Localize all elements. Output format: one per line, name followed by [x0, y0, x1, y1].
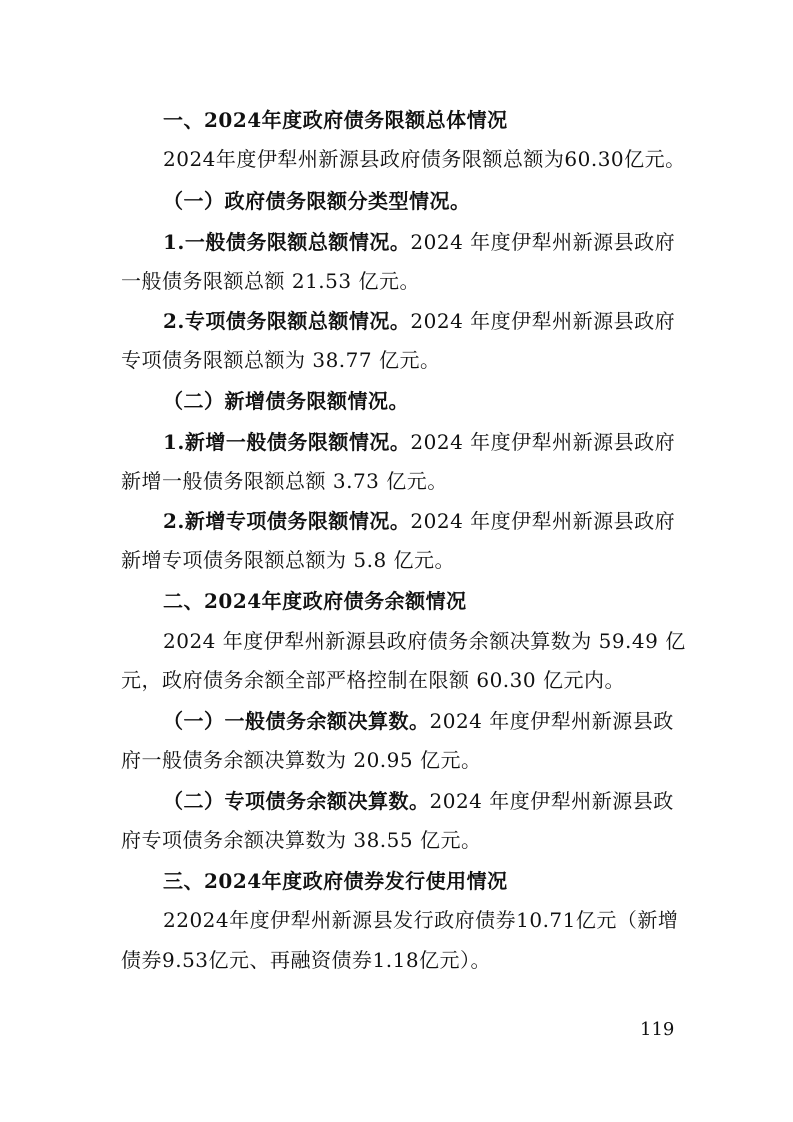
paragraph-line — [163, 507, 675, 535]
body-text: 2024 年度伊犁州新源县政府债务余额决算数为 59.49 亿 — [163, 629, 686, 653]
section-heading-3 — [163, 867, 508, 895]
heading-text: （一）政府债务限额分类型情况。 — [163, 189, 471, 213]
heading-text: 一、2024年度政府债务限额总体情况 — [163, 108, 508, 132]
body-text: 2024 年度伊犁州新源县政府 — [410, 509, 676, 533]
paragraph-line — [163, 787, 674, 815]
paragraph-line — [121, 666, 625, 694]
body-text: 2024 年度伊犁州新源县政 — [429, 789, 674, 813]
section-heading-2 — [163, 587, 467, 615]
paragraph-line — [163, 906, 678, 934]
body-text: 新增专项债务限额总额为 5.8 亿元。 — [121, 548, 456, 572]
paragraph-line — [121, 267, 420, 295]
body-text: 2024年度伊犁州新源县政府债务限额总额为60.30亿元。 — [163, 147, 686, 171]
paragraph-line — [163, 627, 686, 655]
body-text: 府一般债务余额决算数为 20.95 亿元。 — [121, 748, 482, 772]
page-number: 119 — [640, 1019, 675, 1040]
paragraph-line — [121, 946, 491, 974]
lead-text: （二）专项债务余额决算数。 — [163, 789, 430, 813]
section-heading-1 — [163, 106, 508, 134]
body-text: 一般债务限额总额 21.53 亿元。 — [121, 269, 420, 293]
heading-text: 二、2024年度政府债务余额情况 — [163, 589, 467, 613]
paragraph-line — [121, 746, 481, 774]
paragraph-line — [163, 307, 675, 335]
subsection-heading — [163, 387, 409, 415]
body-text: 22024年度伊犁州新源县发行政府债券10.71亿元（新增 — [163, 908, 679, 932]
heading-text: 三、2024年度政府债券发行使用情况 — [163, 869, 508, 893]
body-text: 专项债务限额总额为 38.77 亿元。 — [121, 348, 441, 372]
paragraph-line — [121, 467, 448, 495]
paragraph-line — [163, 707, 674, 735]
lead-text: 2.专项债务限额总额情况。 — [163, 309, 411, 333]
body-text: 2024 年度伊犁州新源县政府 — [410, 430, 676, 454]
lead-text: 1.一般债务限额总额情况。 — [163, 230, 411, 254]
subsection-heading — [163, 187, 471, 215]
body-text: 元，政府债务余额全部严格控制在限额 60.30 亿元内。 — [121, 668, 625, 692]
paragraph-line — [121, 346, 440, 374]
lead-text: 2.新增专项债务限额情况。 — [163, 509, 411, 533]
body-text: 2024 年度伊犁州新源县政府 — [410, 309, 676, 333]
body-text: 新增一般债务限额总额 3.73 亿元。 — [121, 469, 448, 493]
paragraph-line — [121, 826, 481, 854]
body-text: 2024 年度伊犁州新源县政 — [429, 709, 674, 733]
body-text: 债券9.53亿元、再融资债券1.18亿元）。 — [121, 948, 492, 972]
paragraph-line — [163, 228, 675, 256]
body-text: 2024 年度伊犁州新源县政府 — [410, 230, 676, 254]
paragraph-line — [121, 546, 455, 574]
body-text: 府专项债务余额决算数为 38.55 亿元。 — [121, 828, 482, 852]
lead-text: （一）一般债务余额决算数。 — [163, 709, 430, 733]
lead-text: 1.新增一般债务限额情况。 — [163, 430, 411, 454]
paragraph-line — [163, 428, 675, 456]
heading-text: （二）新增债务限额情况。 — [163, 389, 409, 413]
paragraph-line — [163, 145, 686, 173]
